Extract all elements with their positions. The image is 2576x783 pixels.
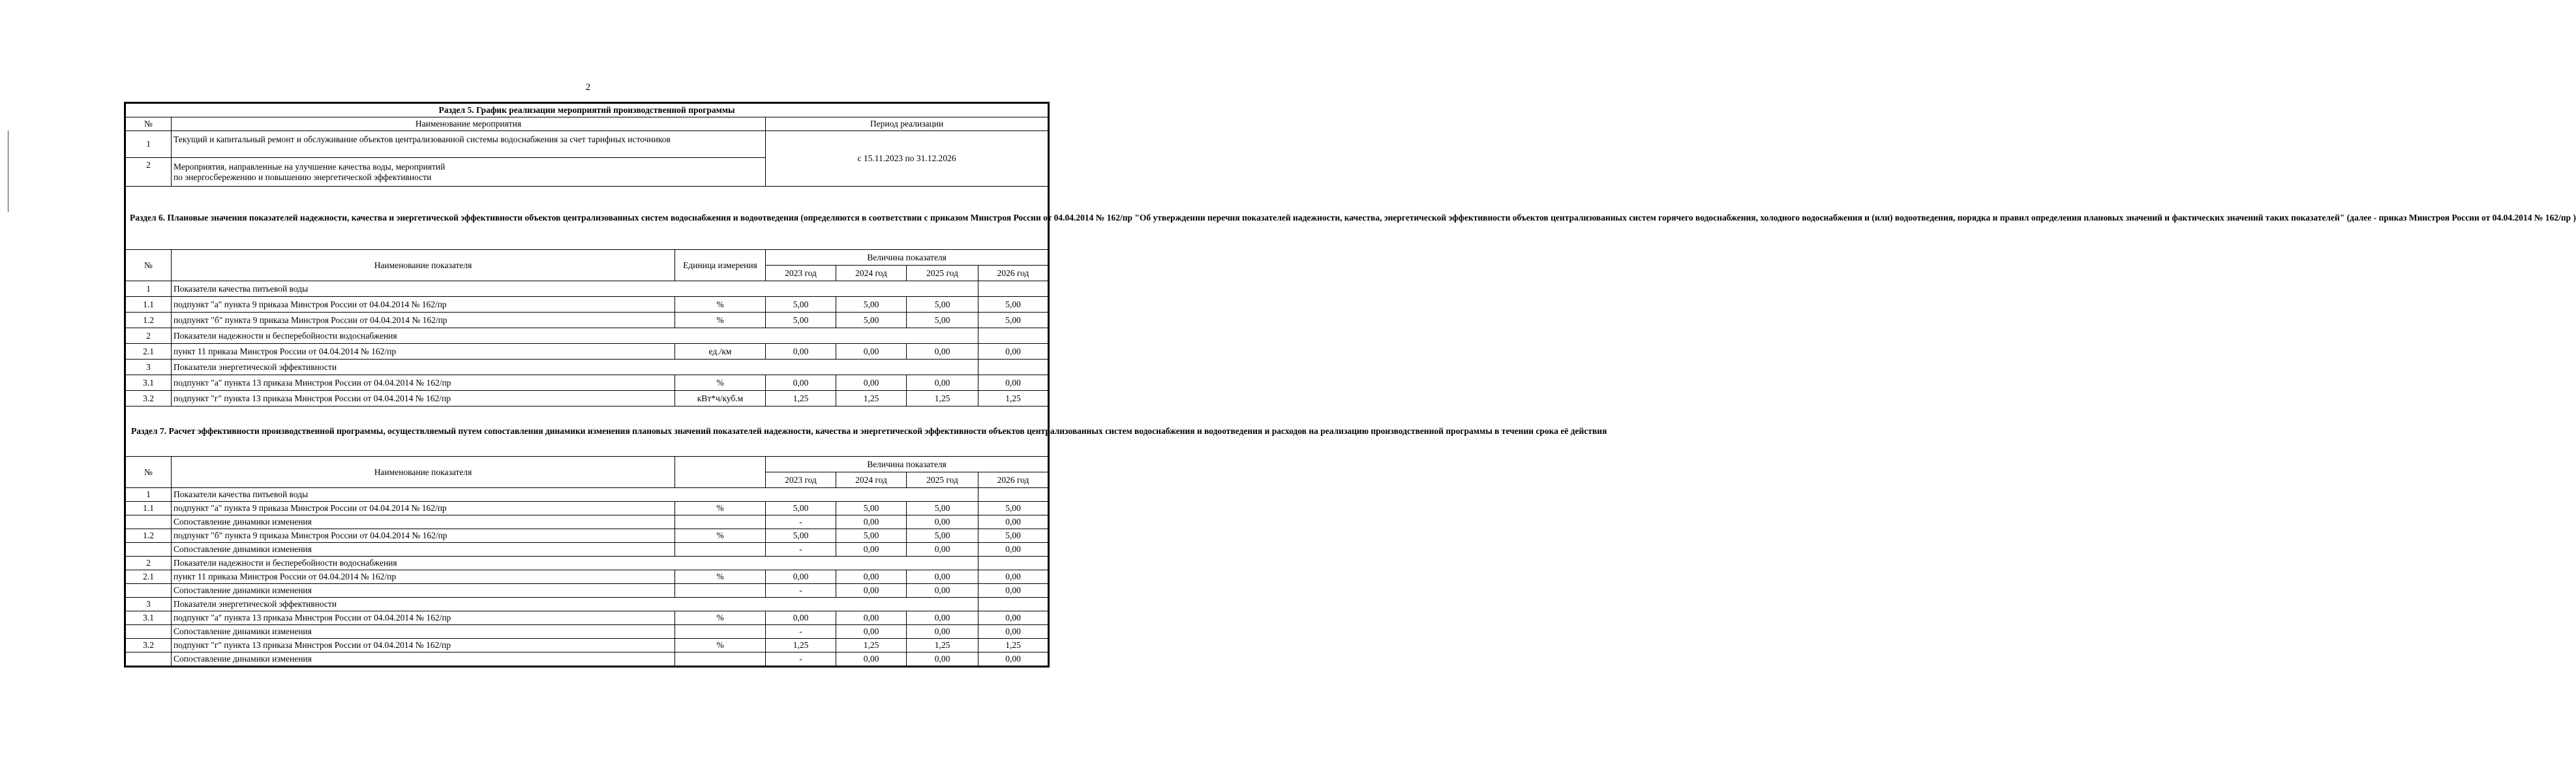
row-empty-cell [978, 557, 1049, 570]
section7-header-year: 2026 год [978, 472, 1049, 488]
row-unit: % [675, 297, 766, 313]
s5-row-name-line1: Мероприятия, направленные на улучшение качества воды, мероприятий [174, 161, 446, 172]
row-value: 0,00 [766, 344, 836, 360]
section6-header-value: Величина показателя [766, 250, 1049, 266]
section7-header-year: 2024 год [836, 472, 907, 488]
row-name: Сопоставление динамики изменения [172, 543, 675, 557]
row-group-name: Показатели надежности и бесперебойности водоснабжения [172, 557, 978, 570]
row-value: 0,00 [907, 652, 978, 667]
row-num [125, 515, 172, 529]
section6-header-year: 2026 год [978, 266, 1049, 281]
row-unit: % [675, 570, 766, 584]
row-empty-cell [978, 281, 1049, 297]
row-value: 0,00 [907, 344, 978, 360]
section7-header-value: Величина показателя [766, 457, 1049, 472]
section6-row-item [125, 391, 1049, 407]
row-value: 5,00 [766, 297, 836, 313]
row-num: 3.2 [125, 391, 172, 407]
row-name: подпункт "г" пункта 13 приказа Минстроя России от 04.04.2014 № 162/пр [172, 639, 675, 652]
row-value: 0,00 [907, 515, 978, 529]
row-num: 1.2 [125, 529, 172, 543]
row-value: 0,00 [907, 375, 978, 391]
row-value: 5,00 [978, 313, 1049, 328]
row-num [125, 652, 172, 667]
section5-title: Раздел 5. График реализации мероприятий производственной программы [125, 103, 1049, 117]
s5-row-num: 2 [125, 158, 172, 187]
row-value: 1,25 [836, 639, 907, 652]
row-value: 0,00 [766, 611, 836, 625]
row-value: 5,00 [907, 529, 978, 543]
row-unit [675, 625, 766, 639]
row-group-name: Показатели качества питьевой воды [172, 281, 978, 297]
row-value: 0,00 [836, 344, 907, 360]
row-num: 1.2 [125, 313, 172, 328]
row-name: Сопоставление динамики изменения [172, 625, 675, 639]
section7-row-cmp [125, 584, 1049, 598]
section7-block [125, 457, 1049, 667]
row-name: пункт 11 приказа Минстроя России от 04.04.2014 № 162/пр [172, 570, 675, 584]
row-num: 3.1 [125, 375, 172, 391]
section7-row-item [125, 639, 1049, 652]
row-value: 1,25 [766, 639, 836, 652]
section6-header-year: 2025 год [907, 266, 978, 281]
row-num [125, 625, 172, 639]
s5-header-name: Наименование мероприятия [172, 117, 766, 131]
s5-header-num: № [125, 117, 172, 131]
row-num: 3 [125, 360, 172, 375]
row-value: 1,25 [836, 391, 907, 407]
row-value: 0,00 [836, 611, 907, 625]
row-value: 5,00 [978, 502, 1049, 515]
row-unit: кВт*ч/куб.м [675, 391, 766, 407]
row-value: 0,00 [907, 611, 978, 625]
s5-row-name: Текущий и капитальный ремонт и обслуживание объектов централизованной системы водоснабжения за счет тарифных источников [172, 131, 766, 158]
row-value: 0,00 [836, 584, 907, 598]
section7-row-item [125, 502, 1049, 515]
section6-row-item [125, 375, 1049, 391]
row-value: 5,00 [836, 313, 907, 328]
row-num [125, 584, 172, 598]
row-value: 0,00 [836, 515, 907, 529]
row-value: 0,00 [978, 344, 1049, 360]
section7-header-year: 2025 год [907, 472, 978, 488]
production-program-table [124, 102, 2576, 668]
section7-row-cmp [125, 515, 1049, 529]
section7-header-unit [675, 457, 766, 488]
s5-row-name-line2: по энергосбережению и повышению энергетической эффективности [174, 172, 432, 182]
section7-row-group [125, 557, 1049, 570]
row-value: 0,00 [978, 611, 1049, 625]
section7-row-cmp [125, 652, 1049, 667]
section6-header-unit: Единица измерения [675, 250, 766, 281]
row-name: подпункт "а" пункта 9 приказа Минстроя России от 04.04.2014 № 162/пр [172, 297, 675, 313]
row-num: 3 [125, 598, 172, 611]
s5-row-name [172, 158, 766, 187]
row-name: Сопоставление динамики изменения [172, 652, 675, 667]
row-value: 1,25 [907, 391, 978, 407]
row-value: 5,00 [907, 313, 978, 328]
row-value: - [766, 515, 836, 529]
row-empty-cell [978, 488, 1049, 502]
section6-row-item [125, 297, 1049, 313]
section6-header-num: № [125, 250, 172, 281]
row-name: подпункт "а" пункта 9 приказа Минстроя России от 04.04.2014 № 162/пр [172, 502, 675, 515]
section7-row-item [125, 611, 1049, 625]
row-unit: % [675, 313, 766, 328]
row-group-name: Показатели качества питьевой воды [172, 488, 978, 502]
row-value: 0,00 [907, 584, 978, 598]
section7-heading [125, 407, 1607, 457]
row-value: 0,00 [907, 543, 978, 557]
row-value: 5,00 [766, 529, 836, 543]
s5-row-num: 1 [125, 131, 172, 158]
row-value: 5,00 [907, 297, 978, 313]
row-value: 5,00 [836, 297, 907, 313]
row-value: 0,00 [978, 515, 1049, 529]
section5-block [125, 103, 2576, 250]
row-value: 0,00 [978, 375, 1049, 391]
section6-row-item [125, 344, 1049, 360]
row-value: 5,00 [907, 502, 978, 515]
section6-title: Раздел 6. Плановые значения показателей надежности, качества и энергетической эффективности объектов централизованных систем водоснабжения и водоотведения (определяются в соответствии с приказом Минстроя России от 04.04.2014 № 162/пр "Об утверждении перечня показателей надежности, качества, энергетической эффективности объектов централизованных систем горячего водоснабжения, холодного водоснабжения и (или) водоотведения, порядка и правил определения плановых значений и фактических значений таких показателей" (далее - приказ Минстроя России от 04.04.2014 № 162/пр ) [125, 187, 1049, 250]
row-value: 0,00 [766, 570, 836, 584]
row-unit [675, 543, 766, 557]
row-num: 2.1 [125, 570, 172, 584]
row-value: 1,25 [978, 391, 1049, 407]
row-value: 0,00 [766, 375, 836, 391]
row-value: 5,00 [978, 297, 1049, 313]
s5-period: с 15.11.2023 по 31.12.2026 [766, 131, 1049, 187]
section6-header-name: Наименование показателя [172, 250, 675, 281]
row-value: - [766, 543, 836, 557]
section7-row-item [125, 570, 1049, 584]
row-value: 0,00 [978, 652, 1049, 667]
section7-title: Раздел 7. Расчет эффективности производственной программы, осуществляемый путем сопоставления динамики изменения плановых значений показателей надежности, качества и энергетической эффективности объектов централизованных систем водоснабжения и водоотведения и расходов на реализацию производственной программы в течении срока её действия [125, 407, 1049, 457]
row-name: Сопоставление динамики изменения [172, 584, 675, 598]
row-group-name: Показатели энергетической эффективности [172, 598, 978, 611]
section6-row-group [125, 281, 1049, 297]
row-unit: % [675, 639, 766, 652]
section7-row-cmp [125, 625, 1049, 639]
section6-row-group [125, 360, 1049, 375]
row-unit: % [675, 529, 766, 543]
row-empty-cell [978, 328, 1049, 344]
row-value: 5,00 [766, 502, 836, 515]
row-value: 0,00 [978, 543, 1049, 557]
row-num: 2 [125, 557, 172, 570]
row-unit: ед./км [675, 344, 766, 360]
row-value: 5,00 [836, 502, 907, 515]
row-name: Сопоставление динамики изменения [172, 515, 675, 529]
row-unit: % [675, 502, 766, 515]
row-name: подпункт "б" пункта 9 приказа Минстроя России от 04.04.2014 № 162/пр [172, 313, 675, 328]
row-unit: % [675, 375, 766, 391]
row-unit: % [675, 611, 766, 625]
section6-header-year: 2024 год [836, 266, 907, 281]
row-value: 0,00 [836, 543, 907, 557]
row-name: пункт 11 приказа Минстроя России от 04.04.2014 № 162/пр [172, 344, 675, 360]
section7-row-group [125, 598, 1049, 611]
row-value: 0,00 [978, 584, 1049, 598]
row-value: 0,00 [978, 625, 1049, 639]
section7-header-year: 2023 год [766, 472, 836, 488]
row-value: - [766, 625, 836, 639]
row-value: - [766, 652, 836, 667]
row-unit [675, 584, 766, 598]
row-value: 5,00 [836, 529, 907, 543]
section6-row-item [125, 313, 1049, 328]
row-value: 0,00 [907, 625, 978, 639]
row-name: подпункт "г" пункта 13 приказа Минстроя России от 04.04.2014 № 162/пр [172, 391, 675, 407]
row-value: 1,25 [907, 639, 978, 652]
row-value: - [766, 584, 836, 598]
row-num: 2 [125, 328, 172, 344]
section7-row-item [125, 529, 1049, 543]
row-num: 3.2 [125, 639, 172, 652]
row-value: 0,00 [836, 375, 907, 391]
row-num: 1.1 [125, 502, 172, 515]
row-empty-cell [978, 360, 1049, 375]
row-unit [675, 652, 766, 667]
row-value: 0,00 [978, 570, 1049, 584]
row-num: 1 [125, 488, 172, 502]
row-value: 1,25 [766, 391, 836, 407]
row-num: 3.1 [125, 611, 172, 625]
row-unit [675, 515, 766, 529]
row-group-name: Показатели надежности и бесперебойности водоснабжения [172, 328, 978, 344]
row-num [125, 543, 172, 557]
section7-row-group [125, 488, 1049, 502]
section6-row-group [125, 328, 1049, 344]
row-value: 1,25 [978, 639, 1049, 652]
row-empty-cell [978, 598, 1049, 611]
row-value: 5,00 [766, 313, 836, 328]
section7-header-name: Наименование показателя [172, 457, 675, 488]
row-name: подпункт "а" пункта 13 приказа Минстроя России от 04.04.2014 № 162/пр [172, 611, 675, 625]
row-value: 0,00 [836, 652, 907, 667]
row-value: 0,00 [907, 570, 978, 584]
section7-row-cmp [125, 543, 1049, 557]
page-number: 2 [585, 82, 591, 93]
row-group-name: Показатели энергетической эффективности [172, 360, 978, 375]
row-name: подпункт "а" пункта 13 приказа Минстроя России от 04.04.2014 № 162/пр [172, 375, 675, 391]
row-value: 5,00 [978, 529, 1049, 543]
row-value: 0,00 [836, 570, 907, 584]
section6-block [125, 250, 1049, 407]
row-value: 0,00 [836, 625, 907, 639]
row-num: 1 [125, 281, 172, 297]
section7-header-num: № [125, 457, 172, 488]
row-num: 2.1 [125, 344, 172, 360]
row-name: подпункт "б" пункта 9 приказа Минстроя России от 04.04.2014 № 162/пр [172, 529, 675, 543]
row-num: 1.1 [125, 297, 172, 313]
section6-header-year: 2023 год [766, 266, 836, 281]
s5-header-period: Период реализации [766, 117, 1049, 131]
